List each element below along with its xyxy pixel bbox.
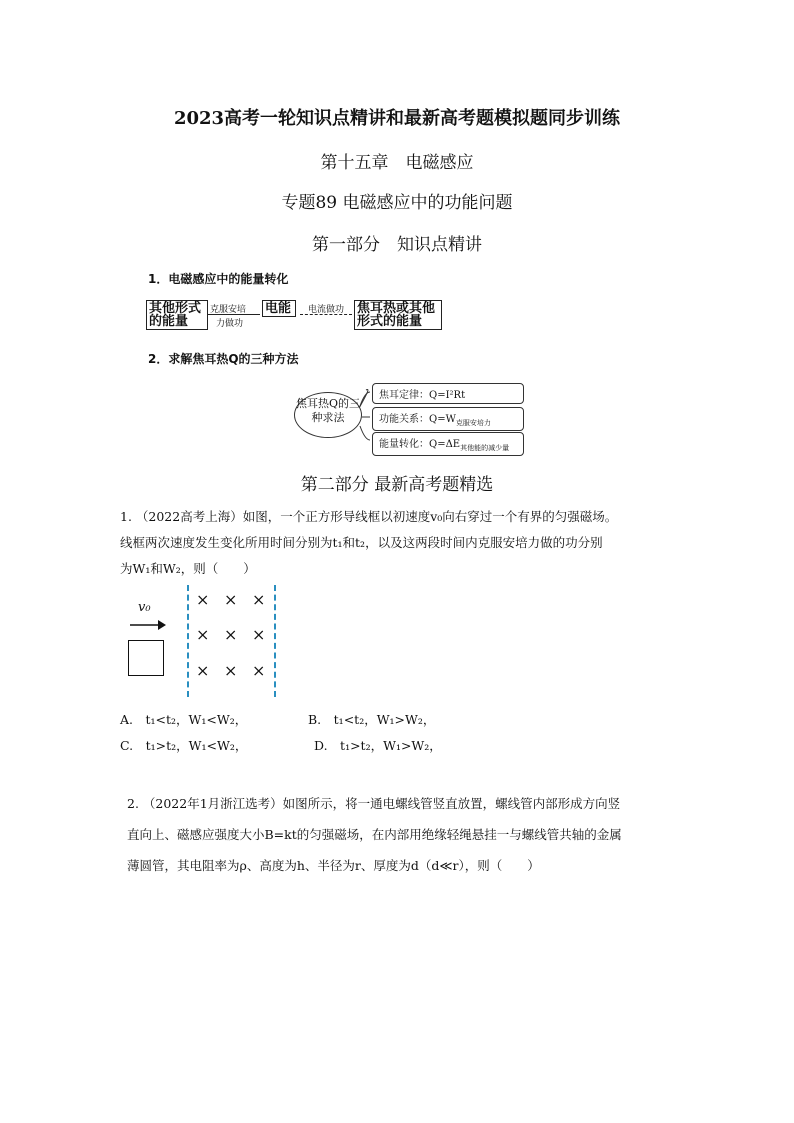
q2-line3: 薄圆管，其电阻率为ρ、高度为h、半径为r、厚度为d（d≪r），则（ ） [127, 858, 540, 873]
chapter-title: 第十五章 电磁感应 [320, 153, 474, 173]
velocity-label: v₀ [138, 600, 151, 615]
field-mark: × [252, 661, 266, 680]
field-mark: × [252, 625, 266, 644]
field-mark: × [252, 590, 266, 609]
q2-line2: 直向上、磁感应强度大小B=kt的匀强磁场，在内部用绝缘轻绳悬挂一与螺线管共轴的金属 [127, 827, 622, 842]
flow-box-other-energy: 其他形式的能量 [146, 300, 208, 330]
flow-box-joule-heat: 焦耳热或其他形式的能量 [354, 300, 442, 330]
center-oval: 焦耳热Q的三种求法 [294, 392, 362, 438]
q1-line1: 1. （2022高考上海）如图，一个正方形导线框以初速度v₀向右穿过一个有界的匀强磁场。 [120, 509, 618, 524]
method3-sub: 其他能的减少量 [460, 444, 510, 452]
field-mark: × [196, 625, 210, 644]
flow-arrow2-label: 电流做功 [308, 305, 345, 315]
part1-title: 第一部分 知识点精讲 [312, 235, 482, 255]
square-loop [128, 640, 164, 676]
q1-option-c[interactable]: C. t₁>t₂，W₁<W₂， [120, 738, 248, 753]
flow-box-electric-energy: 电能 [262, 300, 296, 317]
method-joule-law: 焦耳定律：Q=I²Rt [372, 383, 524, 404]
method2-sub: 克服安培力 [455, 419, 491, 427]
q2-line1: 2. （2022年1月浙江选考）如图所示，将一通电螺线管竖直放置，螺线管内部形成方向竖 [127, 796, 621, 811]
method2-main: 功能关系：Q=W [379, 414, 456, 425]
velocity-arrow [128, 618, 168, 632]
section2-heading: 2．求解焦耳热Q的三种方法 [148, 352, 299, 366]
q1-line2: 线框两次速度发生变化所用时间分别为t₁和t₂，以及这两段时间内克服安培力做的功分别 [120, 535, 603, 550]
method-energy-conversion [372, 432, 524, 456]
method3-main: 能量转化：Q=ΔE [379, 439, 461, 450]
flow-arrow1-label-top: 克服安培 [210, 305, 247, 315]
field-mark: × [224, 590, 238, 609]
q1-line3: 为W₁和W₂，则（ ） [120, 561, 256, 576]
flow-arrow1-label-bottom: 力做功 [216, 319, 244, 329]
section1-heading: 1．电磁感应中的能量转化 [148, 272, 289, 286]
q1-option-d[interactable]: D. t₁>t₂，W₁>W₂， [314, 738, 442, 753]
field-mark: × [224, 625, 238, 644]
q1-option-b[interactable]: B. t₁<t₂，W₁>W₂， [308, 712, 436, 727]
topic-title: 专题89 电磁感应中的功能问题 [281, 193, 513, 213]
field-boundary-right [274, 585, 276, 697]
question-1 [120, 504, 700, 582]
field-mark: × [224, 661, 238, 680]
flow-arrow2 [300, 314, 352, 315]
part2-title: 第二部分 最新高考题精选 [300, 475, 494, 495]
q1-option-a[interactable]: A. t₁<t₂，W₁<W₂， [120, 712, 248, 727]
field-mark: × [196, 661, 210, 680]
field-boundary-left [187, 585, 189, 697]
main-title: 2023高考一轮知识点精讲和最新高考题模拟题同步训练 [173, 108, 621, 129]
field-mark: × [196, 590, 210, 609]
flow-arrow1 [208, 314, 260, 315]
method-work-energy [372, 407, 524, 431]
question-2 [127, 788, 707, 881]
